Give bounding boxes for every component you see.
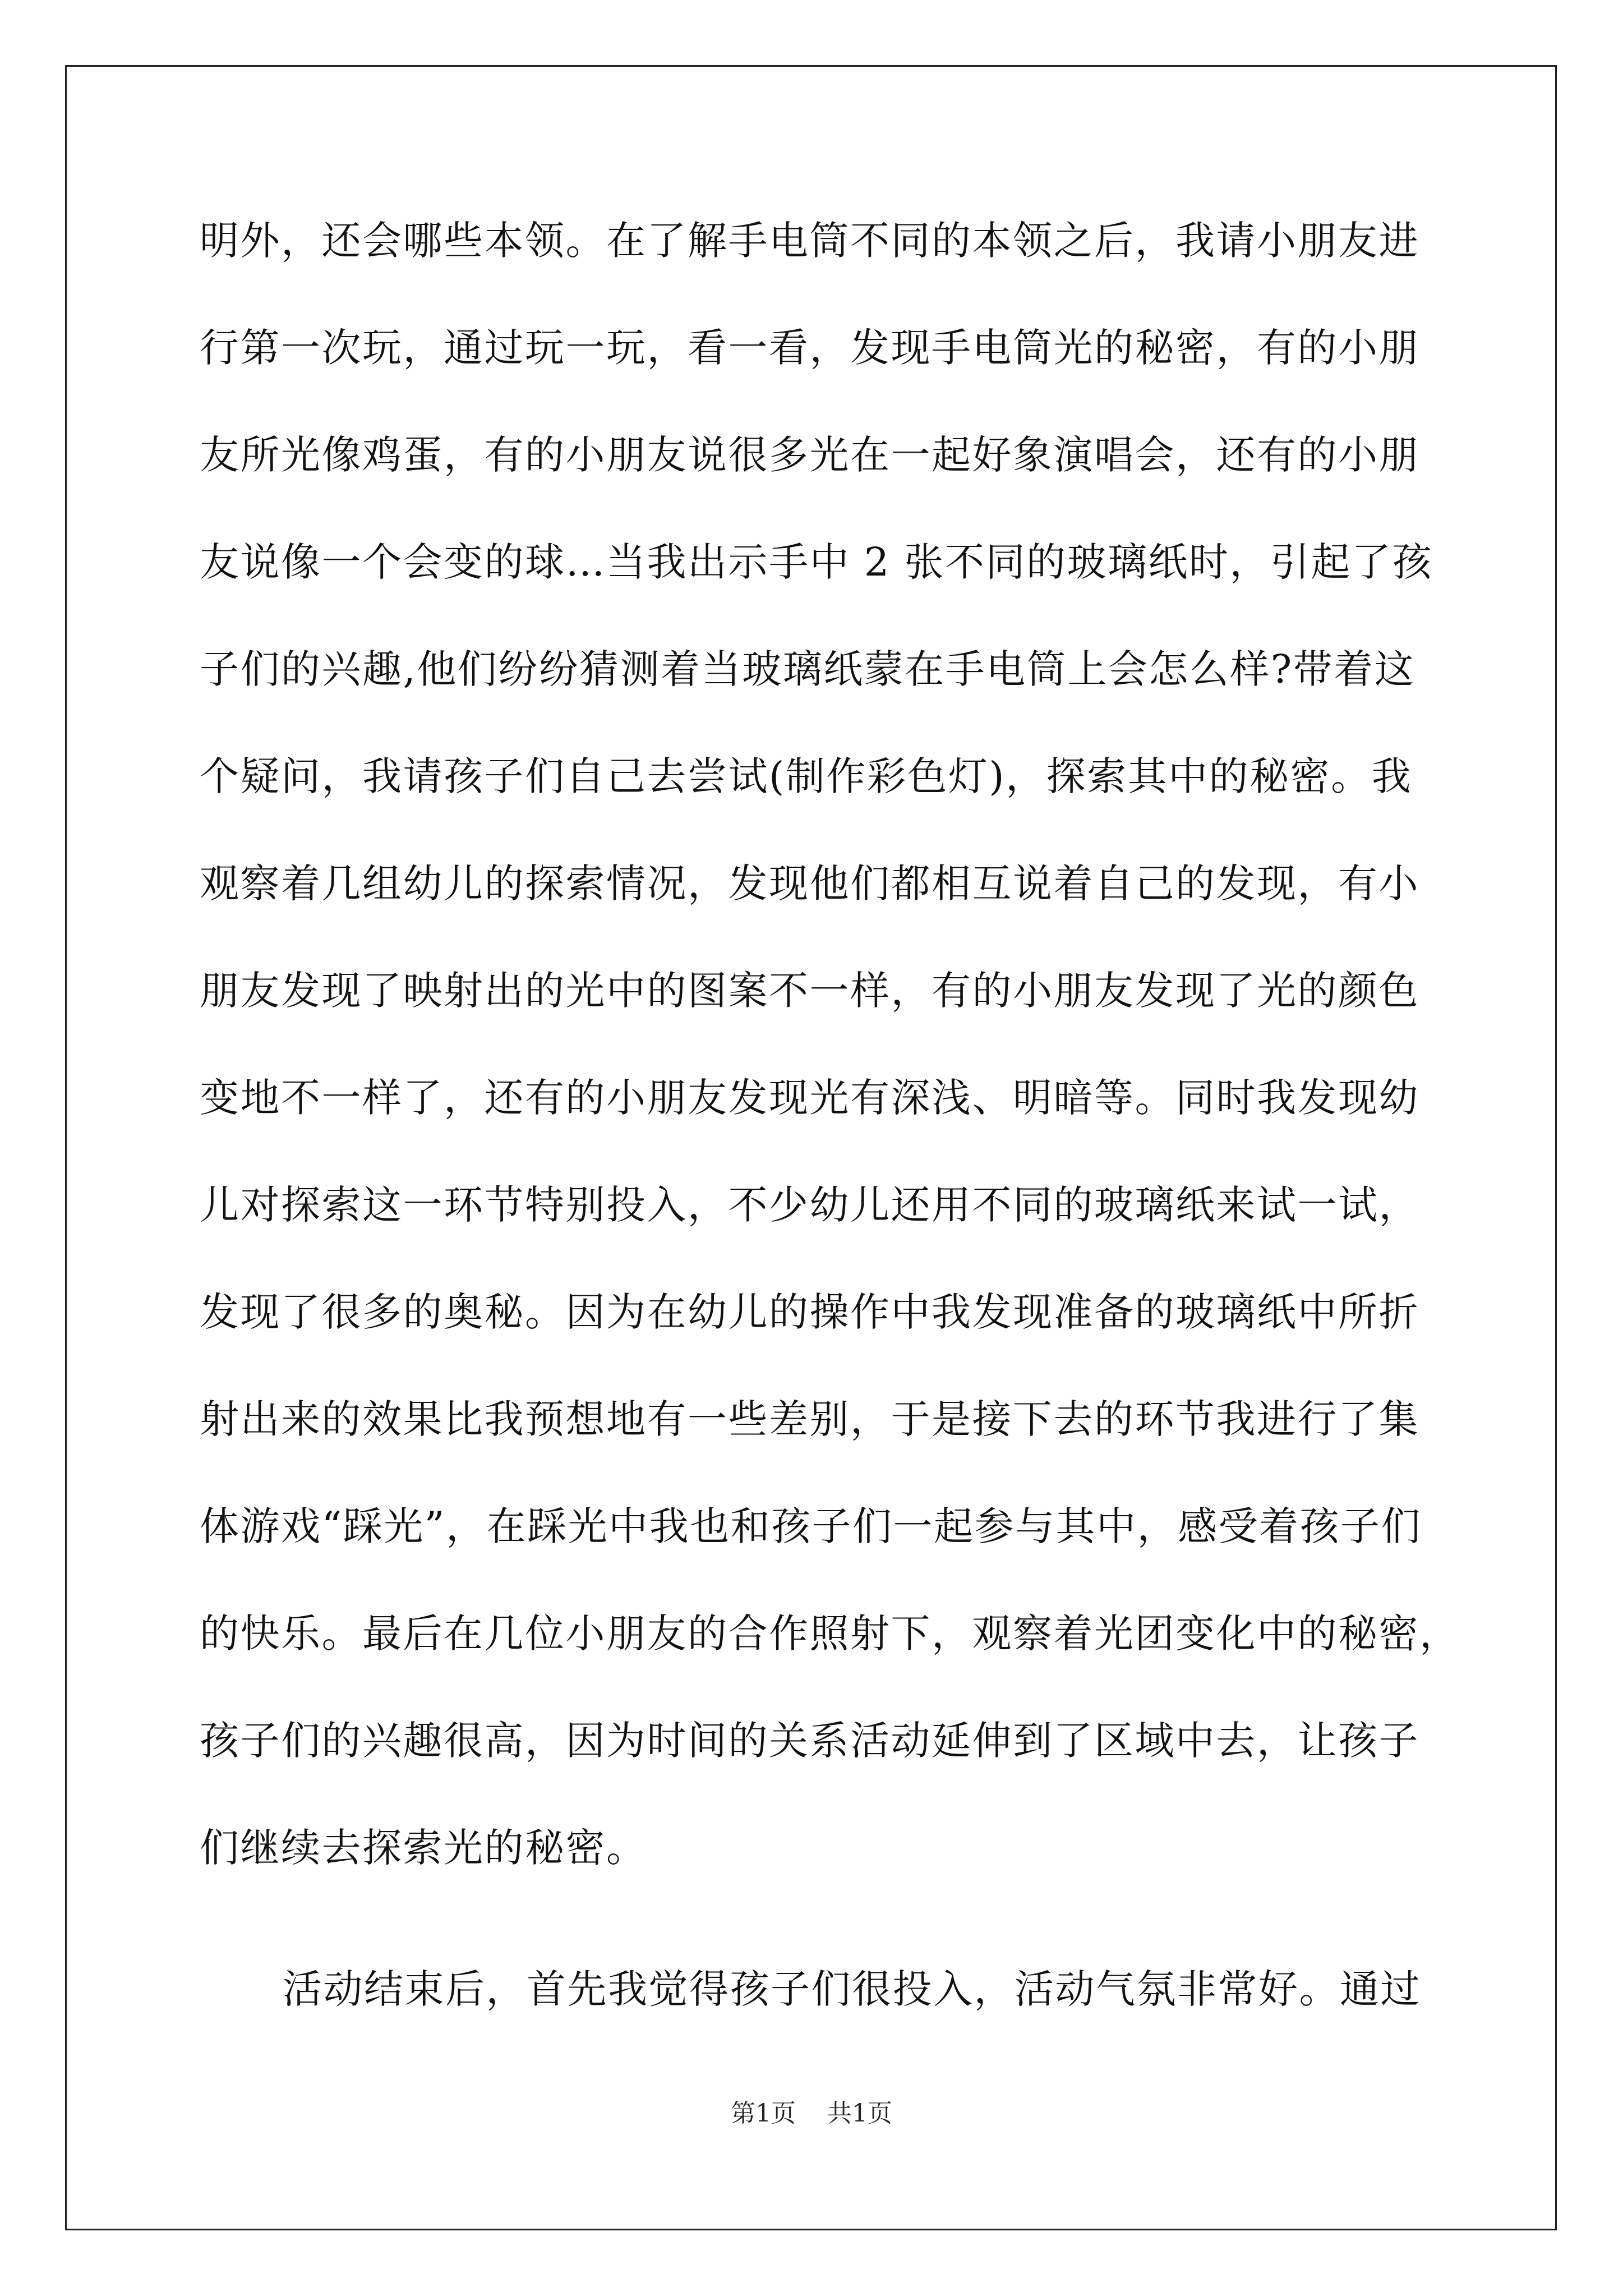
text-line: 儿对探索这一环节特别投入，不少幼儿还用不同的玻璃纸来试一试， xyxy=(200,1182,1419,1228)
text-line: 孩子们的兴趣很高，因为时间的关系活动延伸到了区域中去，让孩子 xyxy=(200,1718,1419,1764)
text-line: 行第一次玩，通过玩一玩，看一看，发现手电筒光的秘密，有的小朋 xyxy=(200,325,1419,371)
text-line: 们继续去探索光的秘密。 xyxy=(200,1825,647,1871)
text-line: 变地不一样了，还有的小朋友发现光有深浅、明暗等。同时我发现幼 xyxy=(200,1075,1419,1121)
text-line: 子们的兴趣,他们纷纷猜测着当玻璃纸蒙在手电筒上会怎么样?带着这 xyxy=(200,646,1415,692)
text-line: 发现了很多的奥秘。因为在幼儿的操作中我发现准备的玻璃纸中所折 xyxy=(200,1289,1419,1335)
text-line: 明外，还会哪些本领。在了解手电筒不同的本领之后，我请小朋友进 xyxy=(200,218,1419,264)
text-line: 朋友发现了映射出的光中的图案不一样，有的小朋友发现了光的颜色 xyxy=(200,968,1419,1014)
text-line: 友说像一个会变的球…当我出示手中 2 张不同的玻璃纸时，引起了孩 xyxy=(200,539,1433,585)
text-line: 友所光像鸡蛋，有的小朋友说很多光在一起好象演唱会，还有的小朋 xyxy=(200,432,1419,478)
text-line: 个疑问，我请孩子们自己去尝试(制作彩色灯)，探索其中的秘密。我 xyxy=(200,753,1413,799)
page-total: 共1页 xyxy=(827,2099,892,2128)
text-line: 射出来的效果比我预想地有一些差别，于是接下去的环节我进行了集 xyxy=(200,1396,1419,1442)
text-line: 的快乐。最后在几位小朋友的合作照射下，观察着光团变化中的秘密， xyxy=(200,1611,1460,1657)
page-number: 第1页 xyxy=(731,2099,796,2128)
page-footer xyxy=(0,2097,1623,2131)
document-body xyxy=(200,208,1460,2063)
paragraph-start-line: 活动结束后，首先我觉得孩子们很投入，活动气氛非常好。通过 xyxy=(283,1966,1421,2012)
text-line: 体游戏“踩光”，在踩光中我也和孩子们一起参与其中，感受着孩子们 xyxy=(200,1503,1422,1549)
text-line: 观察着几组幼儿的探索情况，发现他们都相互说着自己的发现，有小 xyxy=(200,861,1419,907)
